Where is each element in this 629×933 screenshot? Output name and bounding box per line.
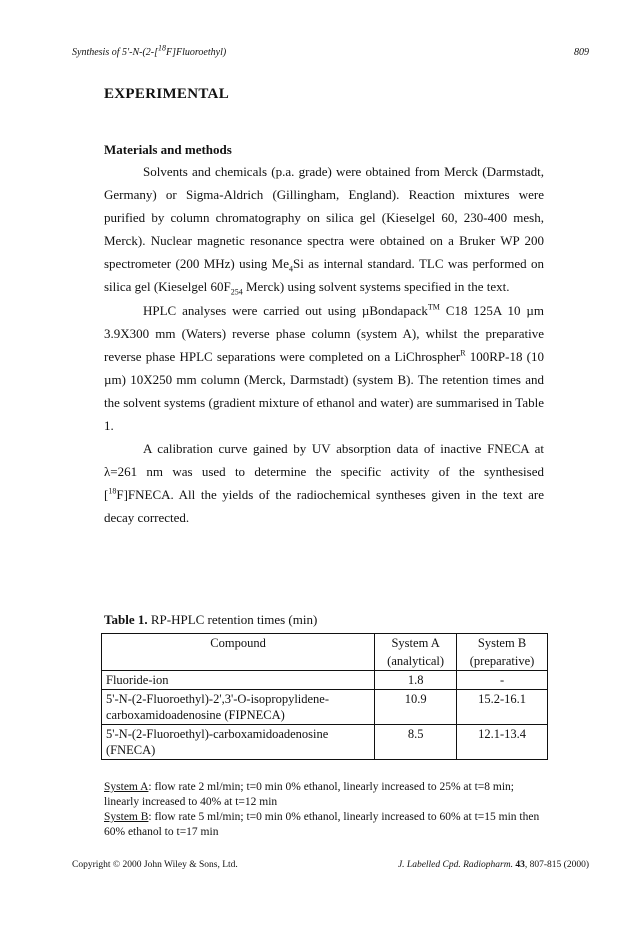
paragraph-2 — [104, 299, 544, 438]
header-system-b: System B — [457, 634, 548, 653]
table-row — [102, 725, 548, 760]
table-notes — [104, 780, 546, 840]
p1-sub-1: 4 — [289, 264, 294, 274]
p3-text-b: F]FNECA. All the yields of the radiochemical syntheses given in the text are decay corrected. — [104, 487, 544, 526]
p1-text-c: Merck) using solvent systems specified in the text. — [242, 279, 510, 295]
compound-name: Fluoride-ion — [106, 673, 169, 687]
body-text — [104, 160, 544, 530]
system-a-cell: 10.9 — [375, 690, 457, 725]
compound-name-line-1: 5'-N-(2-Fluoroethyl)-carboxamidoadenosine — [106, 727, 329, 741]
p3-text-a: A calibration curve gained by UV absorption data of inactive FNECA at λ=261 nm was used to determine the specific activity of the synthesised [ — [104, 441, 544, 503]
table-caption-text: RP-HPLC retention times (min) — [147, 612, 318, 627]
header-system-a-sub: (analytical) — [375, 652, 457, 671]
p2-text-b: C18 125A 10 µm 3.9X300 mm (Waters) reverse phase column (system A), whilst the preparative reverse phase HPLC separations were completed on a LiChrospher — [104, 302, 544, 364]
page-number: 809 — [574, 47, 589, 58]
header-system-a: System A — [375, 634, 457, 653]
p1-sub-2: 254 — [230, 288, 243, 298]
compound-cell — [102, 725, 375, 760]
p2-text-c: 100RP-18 (10 µm) 10X250 mm column (Merck, Darmstadt) (system B). The retention times and the solvent systems (gradient mixture of ethanol and water) are summarised in Table 1. — [104, 348, 544, 434]
subsection-title: Materials and methods — [104, 142, 232, 157]
volume: 43 — [515, 860, 525, 870]
p2-sup-2: R — [460, 348, 466, 358]
p1-text-b: Si as internal standard. TLC was performed on silica gel (Kieselgel 60F — [104, 256, 544, 295]
p3-sup-1: 18 — [108, 486, 117, 496]
running-title-suffix: F]Fluoroethyl) — [166, 47, 227, 58]
paragraph-3 — [104, 437, 544, 529]
note-b-label: System B — [104, 811, 149, 823]
compound-name-line-2: (FNECA) — [106, 743, 156, 757]
copyright: Copyright © 2000 John Wiley & Sons, Ltd. — [72, 860, 238, 870]
table-caption — [104, 612, 317, 628]
p2-text-a: HPLC analyses were carried out using µBondapack — [143, 302, 428, 318]
compound-name-line-2: carboxamidoadenosine (FIPNECA) — [106, 708, 285, 722]
p2-sup-1: TM — [427, 302, 440, 312]
running-title-prefix: Synthesis of 5'-N-(2-[ — [72, 47, 159, 58]
paragraph-1 — [104, 160, 544, 299]
compound-name-line-1: 5'-N-(2-Fluoroethyl)-2',3'-O-isopropylidene- — [106, 692, 330, 706]
system-b-cell: - — [457, 671, 548, 690]
note-b-text: : flow rate 5 ml/min; t=0 min 0% ethanol, linearly increased to 60% at t=15 min then 60% ethanol to t=17 min — [104, 811, 540, 838]
system-a-cell: 8.5 — [375, 725, 457, 760]
section-title: EXPERIMENTAL — [104, 86, 229, 102]
note-a-text: : flow rate 2 ml/min; t=0 min 0% ethanol, linearly increased to 25% at t=8 min; linearly increased to 40% at t=12 min — [104, 781, 514, 808]
header-compound-blank — [102, 652, 375, 671]
running-title-isotope: 18 — [158, 43, 167, 53]
pages: , 807-815 (2000) — [524, 860, 589, 870]
system-b-cell: 15.2-16.1 — [457, 690, 548, 725]
system-a-cell: 1.8 — [375, 671, 457, 690]
citation — [398, 860, 589, 870]
header-compound: Compound — [102, 634, 375, 653]
retention-times-table — [101, 633, 548, 760]
running-title — [72, 43, 227, 58]
compound-cell — [102, 690, 375, 725]
table-caption-label: Table 1. — [104, 612, 148, 627]
journal-name: J. Labelled Cpd. Radiopharm. — [397, 860, 513, 870]
table-row — [102, 690, 548, 725]
header-system-b-sub: (preparative) — [457, 652, 548, 671]
compound-cell — [102, 671, 375, 690]
system-b-cell: 12.1-13.4 — [457, 725, 548, 760]
note-system-a — [104, 780, 546, 810]
p1-text-a: Solvents and chemicals (p.a. grade) were obtained from Merck (Darmstadt, Germany) or Sigma-Aldrich (Gillingham, England). Reaction mixtures were purified by column chromatography on silica gel (Kieselgel 60, 230-400 mesh, Merck). Nuclear magnetic resonance spectra were obtained on a Bruker WP 200 spectrometer (200 MHz) using Me — [104, 164, 544, 272]
table-row — [102, 671, 548, 690]
note-system-b — [104, 810, 546, 840]
note-a-label: System A — [104, 781, 149, 793]
